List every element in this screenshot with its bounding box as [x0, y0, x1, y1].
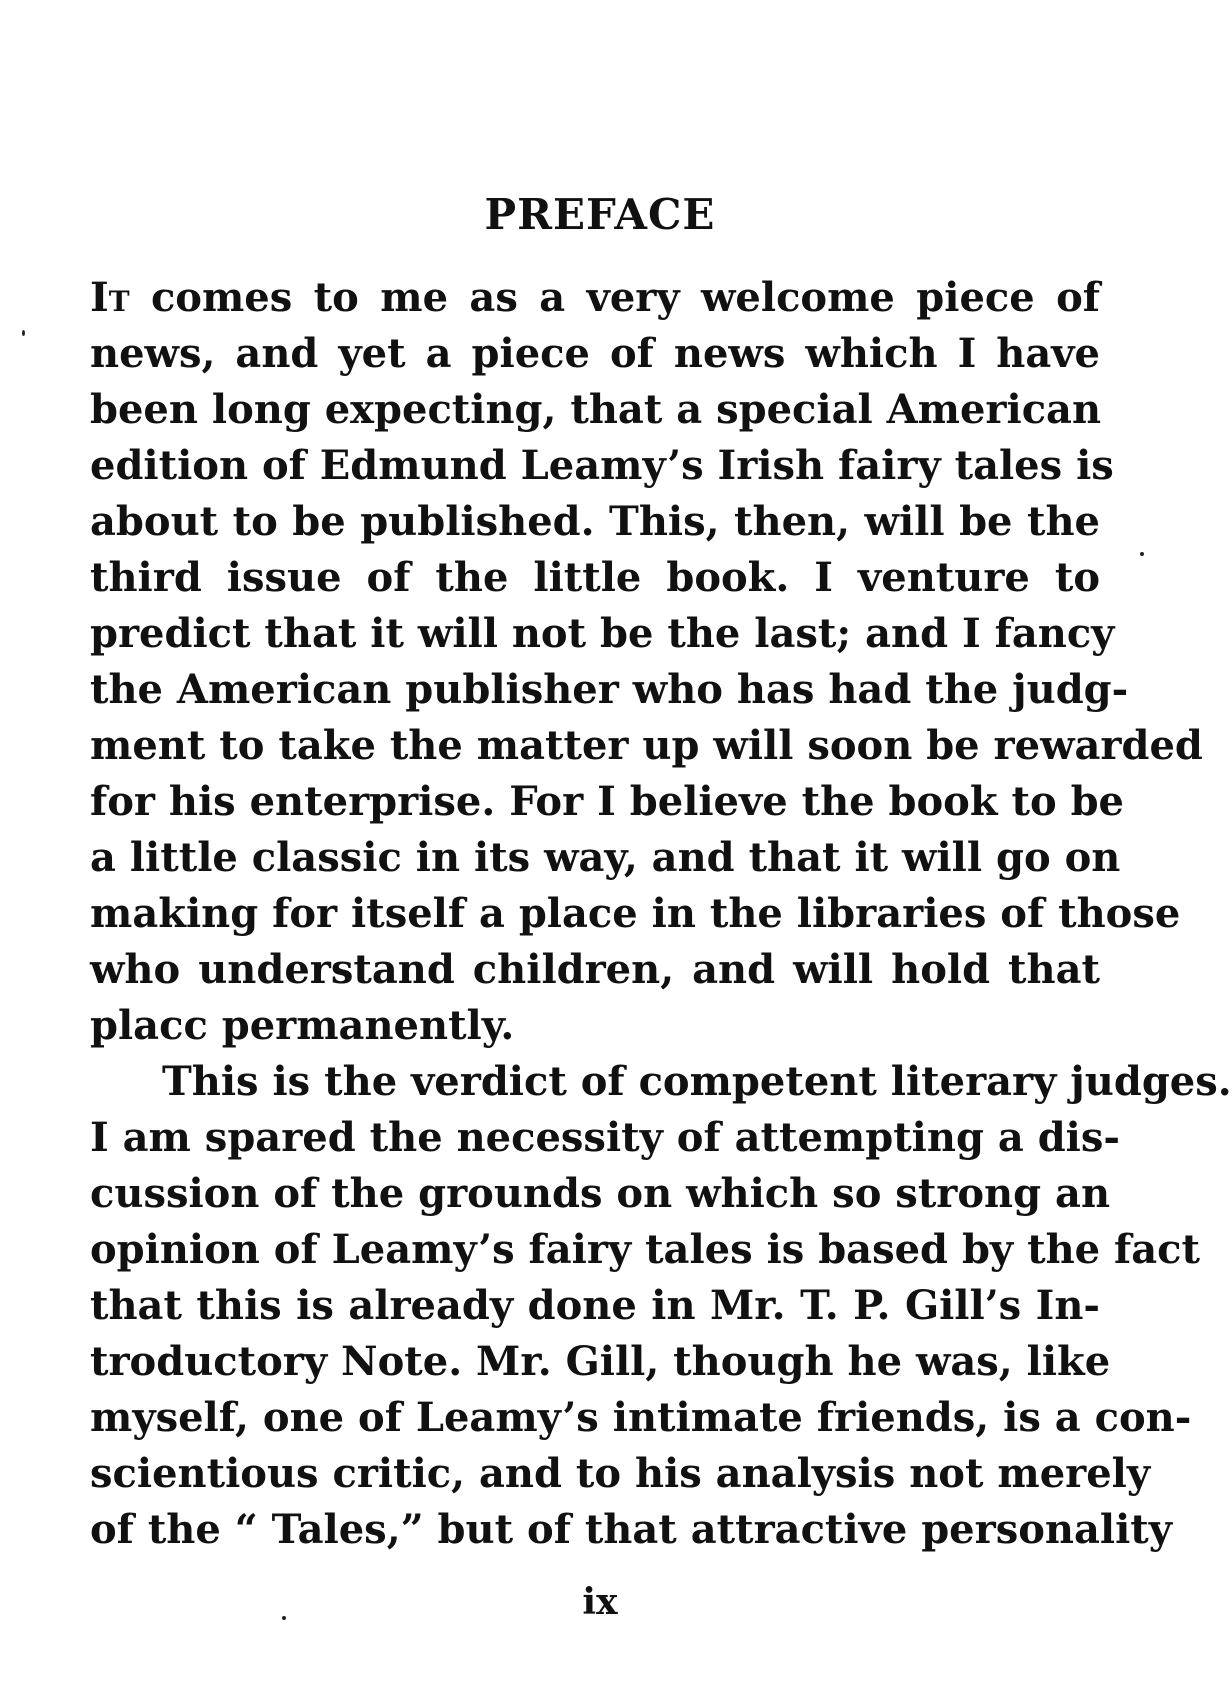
text-line: who understand children, and will hold that — [90, 946, 1100, 993]
text-line: ment to take the matter up will soon be rewarded — [90, 722, 1203, 769]
text-line: been long expecting, that a special American — [90, 386, 1102, 433]
drop-lead-word: It — [90, 274, 130, 321]
text-line: This is the verdict of competent literary judges. — [162, 1058, 1232, 1105]
paragraph-2 — [90, 1054, 1232, 1558]
text-line: myself, one of Leamy’s intimate friends, is a con- — [90, 1394, 1192, 1441]
text-line: of the “ Tales,” but of that attractive personality — [90, 1506, 1173, 1553]
text-line: cussion of the grounds on which so strong an — [90, 1170, 1111, 1217]
text-line: news, and yet a piece of news which I have — [90, 330, 1100, 377]
text-line: a little classic in its way, and that it will go on — [90, 834, 1121, 881]
paragraph-1 — [90, 270, 1203, 1054]
page-number: ix — [582, 1581, 618, 1623]
text-line: troductory Note. Mr. Gill, though he was, like — [90, 1338, 1111, 1385]
scan-speck — [282, 1616, 286, 1620]
preface-body — [90, 270, 1232, 1558]
text-line: making for itself a place in the libraries of those — [90, 890, 1181, 937]
text-line: predict that it will not be the last; and I fancy — [90, 610, 1115, 657]
text-line: I am spared the necessity of attempting a dis- — [90, 1114, 1120, 1161]
text-line: It comes to me as a very welcome piece of — [90, 274, 1100, 321]
text-line: about to be published. This, then, will be the — [90, 498, 1100, 545]
text-line: placc permanently. — [90, 1002, 515, 1049]
page-title: PREFACE — [484, 190, 716, 239]
text-line: that this is already done in Mr. T. P. Gill’s In- — [90, 1282, 1100, 1329]
text-line: third issue of the little book. I venture to — [90, 554, 1100, 601]
text-line: edition of Edmund Leamy’s Irish fairy tales is — [90, 442, 1114, 489]
scan-speck — [22, 330, 25, 336]
text-line: for his enterprise. For I believe the book to be — [90, 778, 1125, 825]
scan-speck — [1140, 552, 1144, 556]
text-line: scientious critic, and to his analysis not merely — [90, 1450, 1151, 1497]
text-line: opinion of Leamy’s fairy tales is based by the fact — [90, 1226, 1200, 1273]
text-line: the American publisher who has had the judg- — [90, 666, 1129, 713]
